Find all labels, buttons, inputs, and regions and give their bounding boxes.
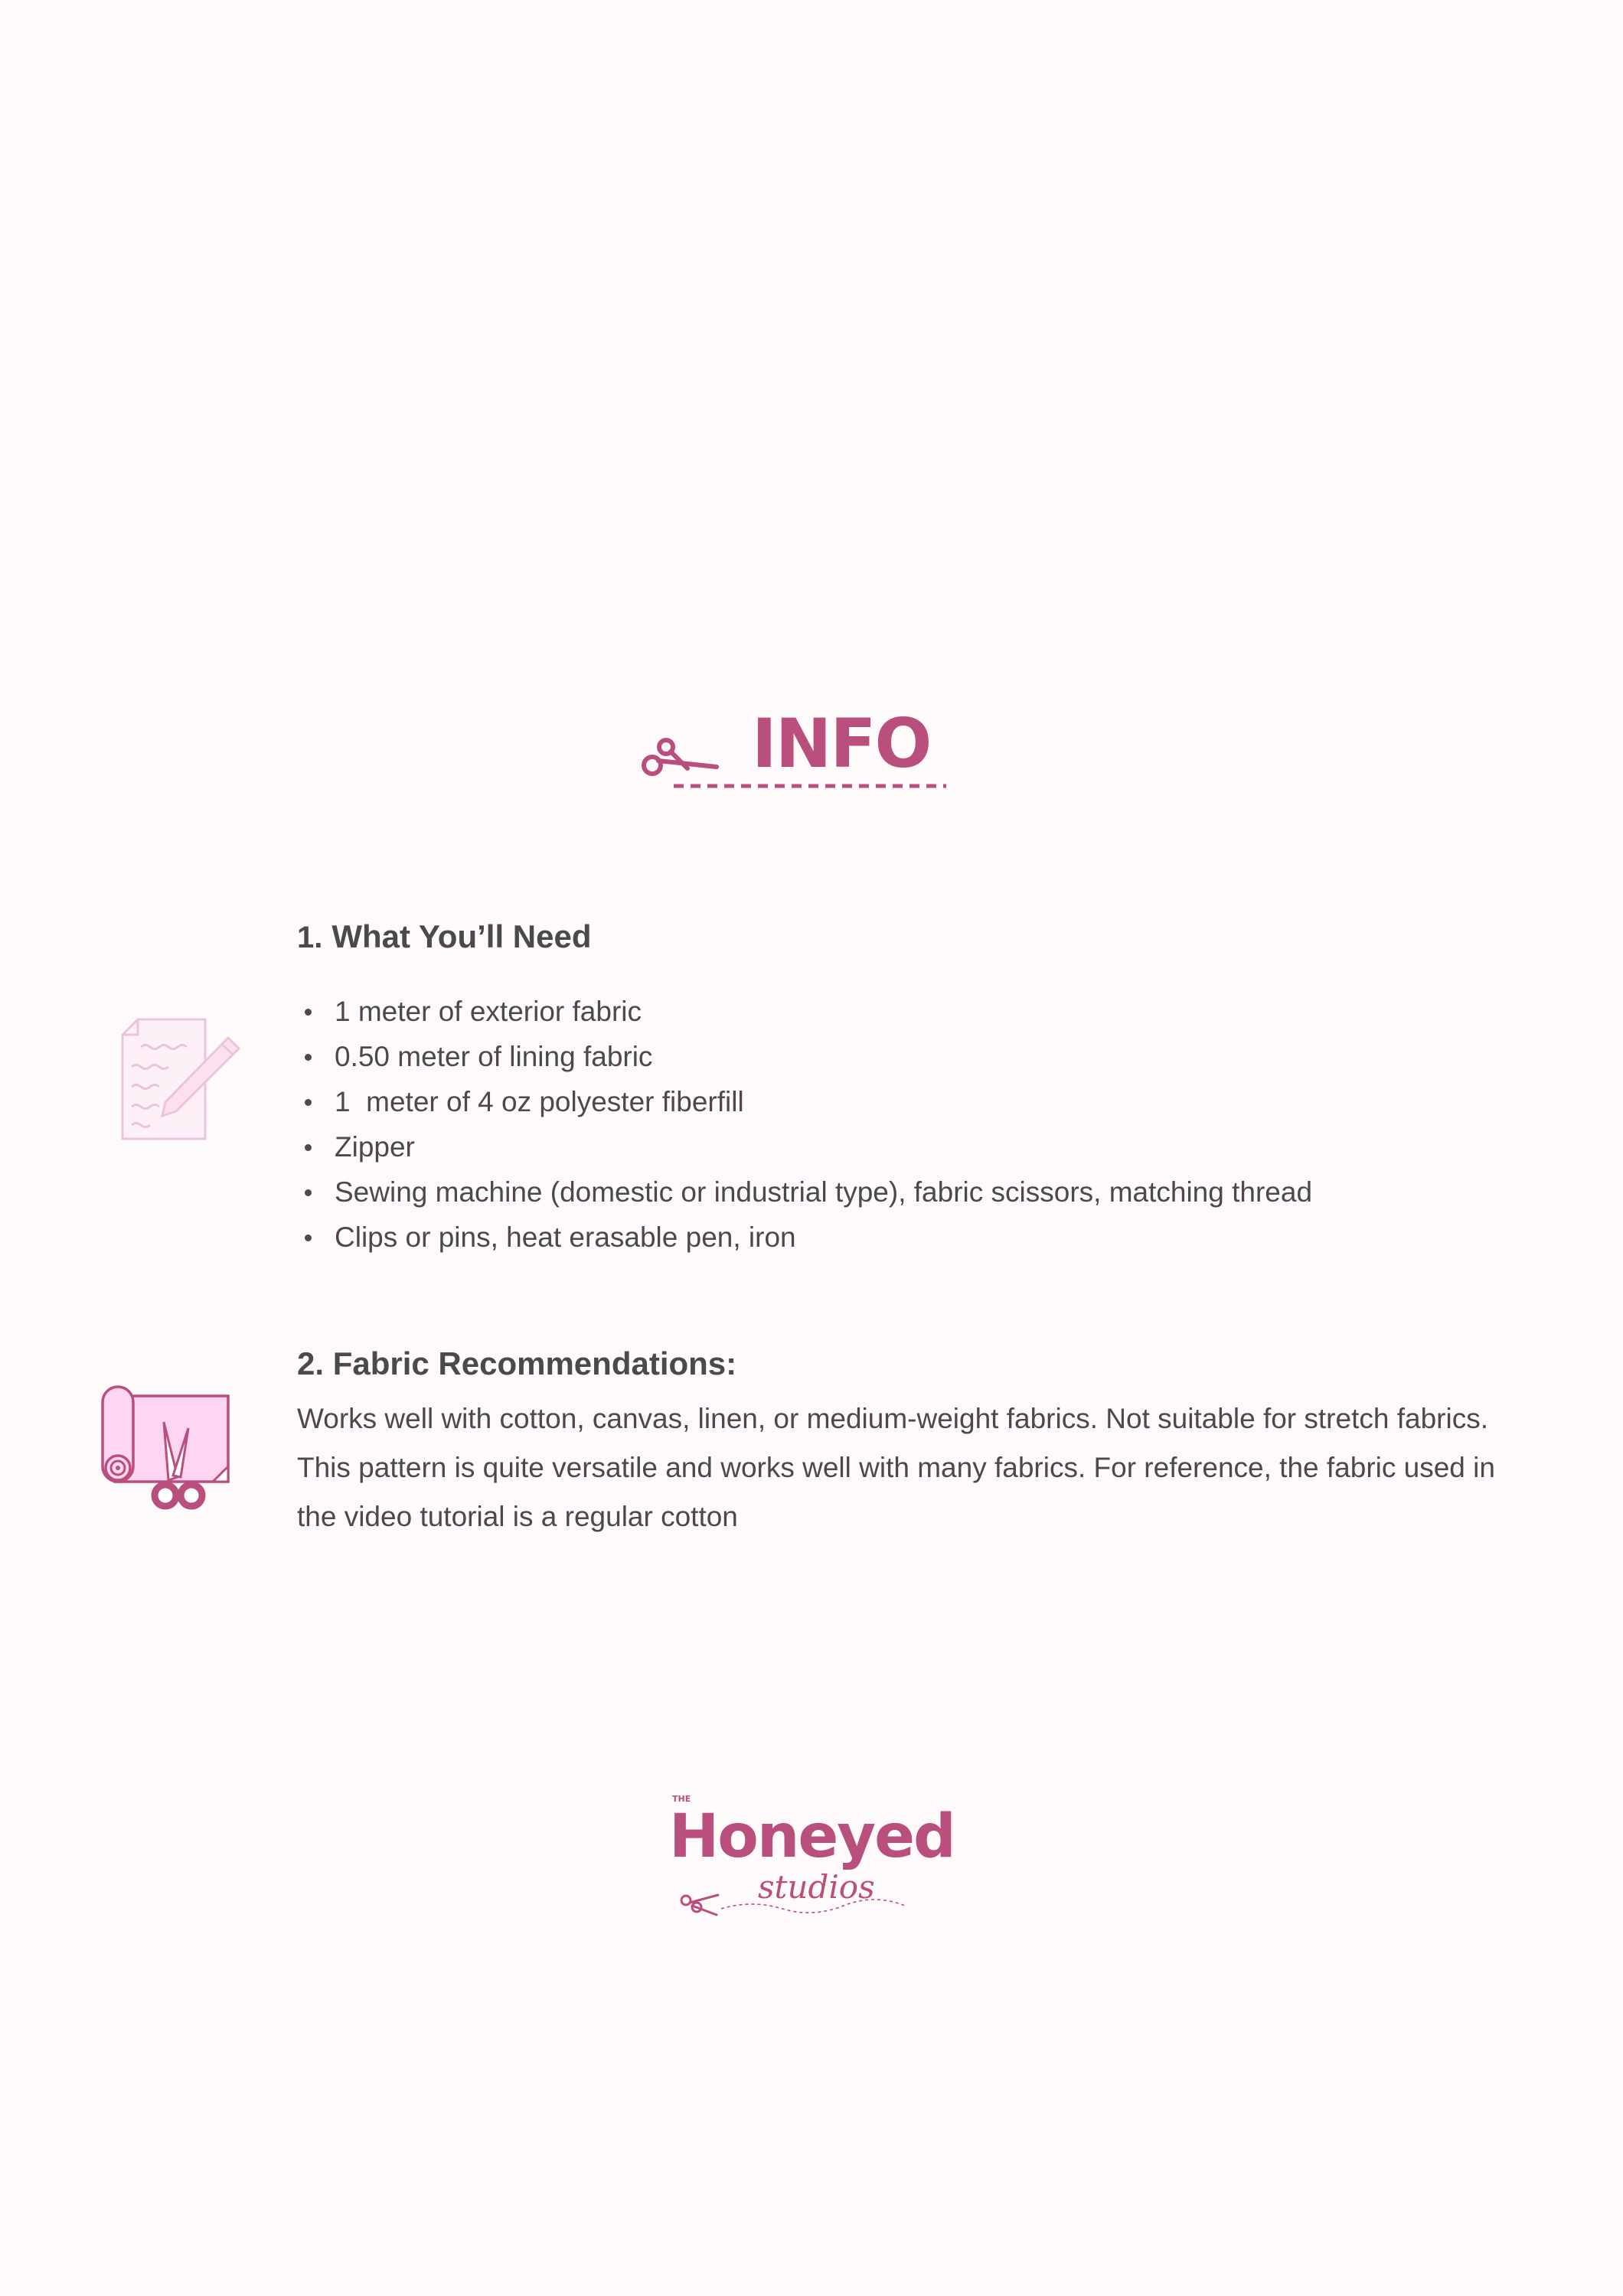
list-item: Sewing machine (domestic or industrial type), fabric scissors, matching thread (297, 1169, 1312, 1215)
list-item: 0.50 meter of lining fabric (297, 1034, 1312, 1079)
scissors-icon (640, 735, 720, 781)
logo-the-text: THE (672, 1794, 691, 1804)
section-heading-what-youll-need (297, 918, 592, 955)
section-number: 1. (297, 921, 323, 954)
fabric-roll-scissors-icon (98, 1382, 236, 1520)
list-item: 1 meter of exterior fabric (297, 989, 1312, 1034)
logo-sub-text: studios (758, 1868, 875, 1906)
materials-list (297, 989, 1312, 1260)
list-item: Clips or pins, heat erasable pen, iron (297, 1215, 1312, 1260)
logo-name-text: Honeyed (669, 1802, 955, 1871)
page-title: INFO (752, 704, 931, 783)
section-title: What You’ll Need (331, 918, 592, 954)
dashed-cut-line (674, 782, 946, 790)
list-item: Zipper (297, 1124, 1312, 1169)
list-item: 1 meter of 4 oz polyester fiberfill (297, 1079, 1312, 1124)
logo-scissors-icon (681, 1895, 718, 1915)
honeyed-studios-logo (666, 1783, 957, 1929)
notes-pencil-icon (115, 1018, 245, 1140)
section-heading-fabric-recommendations: 2. Fabric Recommendations: (297, 1345, 737, 1381)
fabric-recommendations-text: Works well with cotton, canvas, linen, or medium-weight fabrics. Not suitable for stretch fabrics. This pattern is quite versatile and works well with many fabrics. For reference, the fabric used in the video tutorial is a regular cotton (297, 1403, 1495, 1532)
